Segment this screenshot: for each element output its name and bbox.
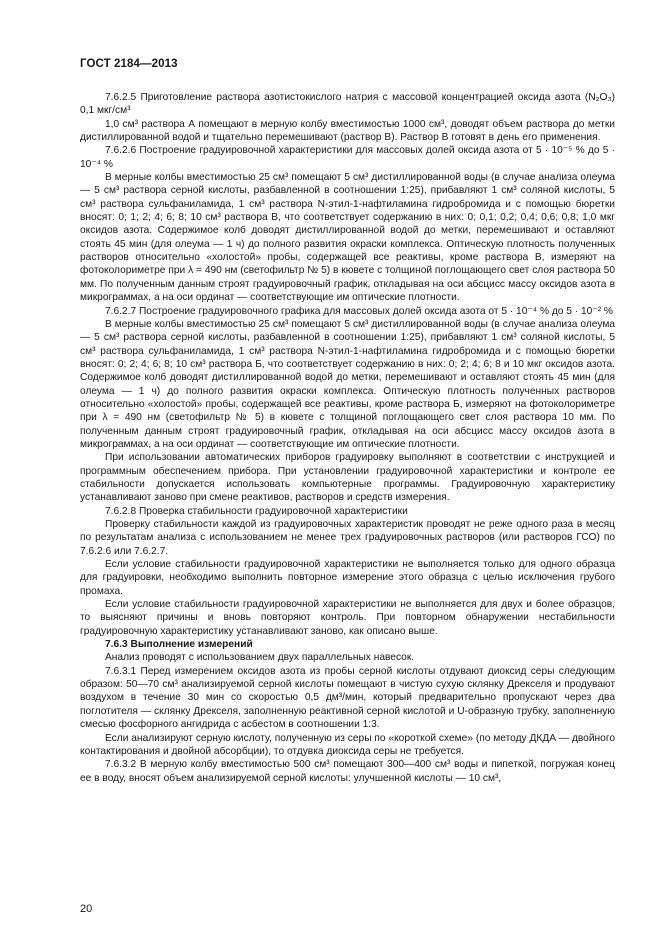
paragraph: В мерные колбы вместимостью 25 см³ помещают 5 см³ дистиллированной воды (в случае анализа олеума — 5 см³ раствора серной кислоты, разбавленной в соотношении 1:25), прибавляют 1 см³ соляной кислоты, 5 см³ раствора сульфаниламида, 1 см³ раствора N-этил-1-нафтиламина гидробромида и с помощью бюретки вносят: 0; 1; 2; 4; 6; 8; 10 см³ раствора В, что соответствует содержанию в них: 0; 0,1; 0,2; 0,4; 0,6; 0,8; 1,0 мкг оксидов азота. Содержимое колб доводят дистиллированной водой до метки, перемешивают и оставляют стоять 45 мин (для олеума — 1 ч) до полного развития окраски комплекса. Оптическую плотность полученных растворов относительно «холостой» пробы, содержащей все реактивы, кроме раствора В, измеряют на фотоколориметре при λ = 490 нм (светофильтр № 5) в кювете с толщиной поглощающего свет слоя раствора 50 мм. По полученным данным строят градуировочный график, откладывая на оси абсцисс массу оксидов азота в микрограммах, а на оси ординат — соответствующие им оптические плотности. [80,172,615,304]
paragraph: Анализ проводят с использованием двух параллельных навесок. [105,652,415,664]
paragraph: Если условие стабильности градуировочной характеристики не выполняется только для одного образца для градуировки, необходимо выполнить повторное измерение этого образца с целью исключения грубого промаха. [80,559,615,597]
document-header: ГОСТ 2184—2013 [80,58,178,70]
paragraph: 7.6.3.1 Перед измерением оксидов азота из пробы серной кислоты отдувают диоксид серы следующим образом: 50—70 см³ анализируемой серной кислоты помещают в чистую сухую склянку Дрекселя и продувают воздухом в течение 30 мин со скоростью 0,5 дм³/мин, который предварительно пропускают через два поглотителя — склянку Дрекселя, заполненную реактивной серной кислотой и U-образную трубку, заполненную смесью фосфорного ангидрида с асбестом в соотношении 1:3. [80,665,615,731]
paragraph: 7.6.2.7 Построение градуировочного графика для массовых долей оксида азота от 5 · 10⁻⁴ % до 5 · 10⁻² % [105,305,613,317]
paragraph: 7.6.2.8 Проверка стабильности градуировочной характеристики [105,505,408,517]
paragraph: 1,0 см³ раствора А помещают в мерную колбу вместимостью 1000 см³, доводят объем раствора до метки дистиллированной водой и тщательно перемешивают (раствор В). Раствор В готовят в день его применения. [80,118,615,144]
paragraph: 7.6.3.2 В мерную колбу вместимостью 500 см³ помещают 300—400 см³ воды и пипеткой, погружая конец ее в воду, вносят объем анализируемой серной кислоты: улучшенной кислоты — 10 см³, [80,759,615,784]
paragraph: 7.6.2.5 Приготовление раствора азотистокислого натрия с массовой концентрацией оксида азота (N₂O₃) 0,1 мкг/см³ [80,92,615,117]
paragraph: В мерные колбы вместимостью 25 см³ помещают 5 см³ дистиллированной воды (в случае анализа олеума — 5 см³ раствора серной кислоты, разбавленной в соотношении 1:25), прибавляют 1 см³ соляной кислоты, 5 см³ раствора сульфаниламида, 1 см³ раствора N-этил-1-нафтиламина гидробромида и с помощью бюретки вносят: 0; 2; 4; 6; 8; 10 см³ раствора Б, что соответствует содержанию в них: 0; 2; 4; 6; 8 и 10 мкг оксидов азота. Содержимое колб доводят дистиллированной водой до метки, перемешивают и оставляют стоять 45 мин (для олеума — 1 ч) до полного развития окраски комплекса. Оптическую плотность полученных растворов относительно «холостой» пробы, содержащей все реактивы, кроме раствора Б, измеряют на фотоколориметре при λ = 490 нм (светофильтр № 5) в кювете с толщиной поглощающего свет слоя раствора 10 мм. По полученным данным строят градуировочный график, откладывая на оси абсцисс массу оксидов азота в микрограммах, а на оси ординат — соответствующие им оптические плотности. [80,318,615,450]
page-number: 20 [80,903,93,915]
section-heading: 7.6.3 Выполнение измерений [105,639,253,651]
paragraph: Проверку стабильности каждой из градуировочных характеристик проводят не реже одного раза в месяц по результатам анализа с использованием не менее трех градуировочных растворов (или растворов ГСО) по 7.6.2.6 или 7.6.2.7. [80,519,615,557]
paragraph: Если условие стабильности градуировочной характеристики не выполняется для двух и более образцов, то выясняют причины и вновь повторяют контроль. При повторном обнаружении нестабильности градуировочную характеристику устанавливают заново, как описано выше. [80,599,615,637]
document-body [80,91,615,785]
paragraph: 7.6.2.6 Построение градуировочной характеристики для массовых долей оксида азота от 5 · 10⁻⁵ % до 5 · 10⁻⁴ % [80,145,615,170]
paragraph: При использовании автоматических приборов градуировку выполняют в соответствии с инструкцией и программным обеспечением прибора. При установлении градуировочной характеристики и контроле ее стабильности допускается использовать компьютерные программы. Градуировочную характеристику устанавливают заново при смене реактивов, растворов и средств измерения. [80,452,615,504]
paragraph: Если анализируют серную кислоту, полученную из серы по «короткой схеме» (по методу ДКДА — двойного контактирования и двойной абсорбции), то отдувка диоксида серы не требуется. [80,732,615,757]
